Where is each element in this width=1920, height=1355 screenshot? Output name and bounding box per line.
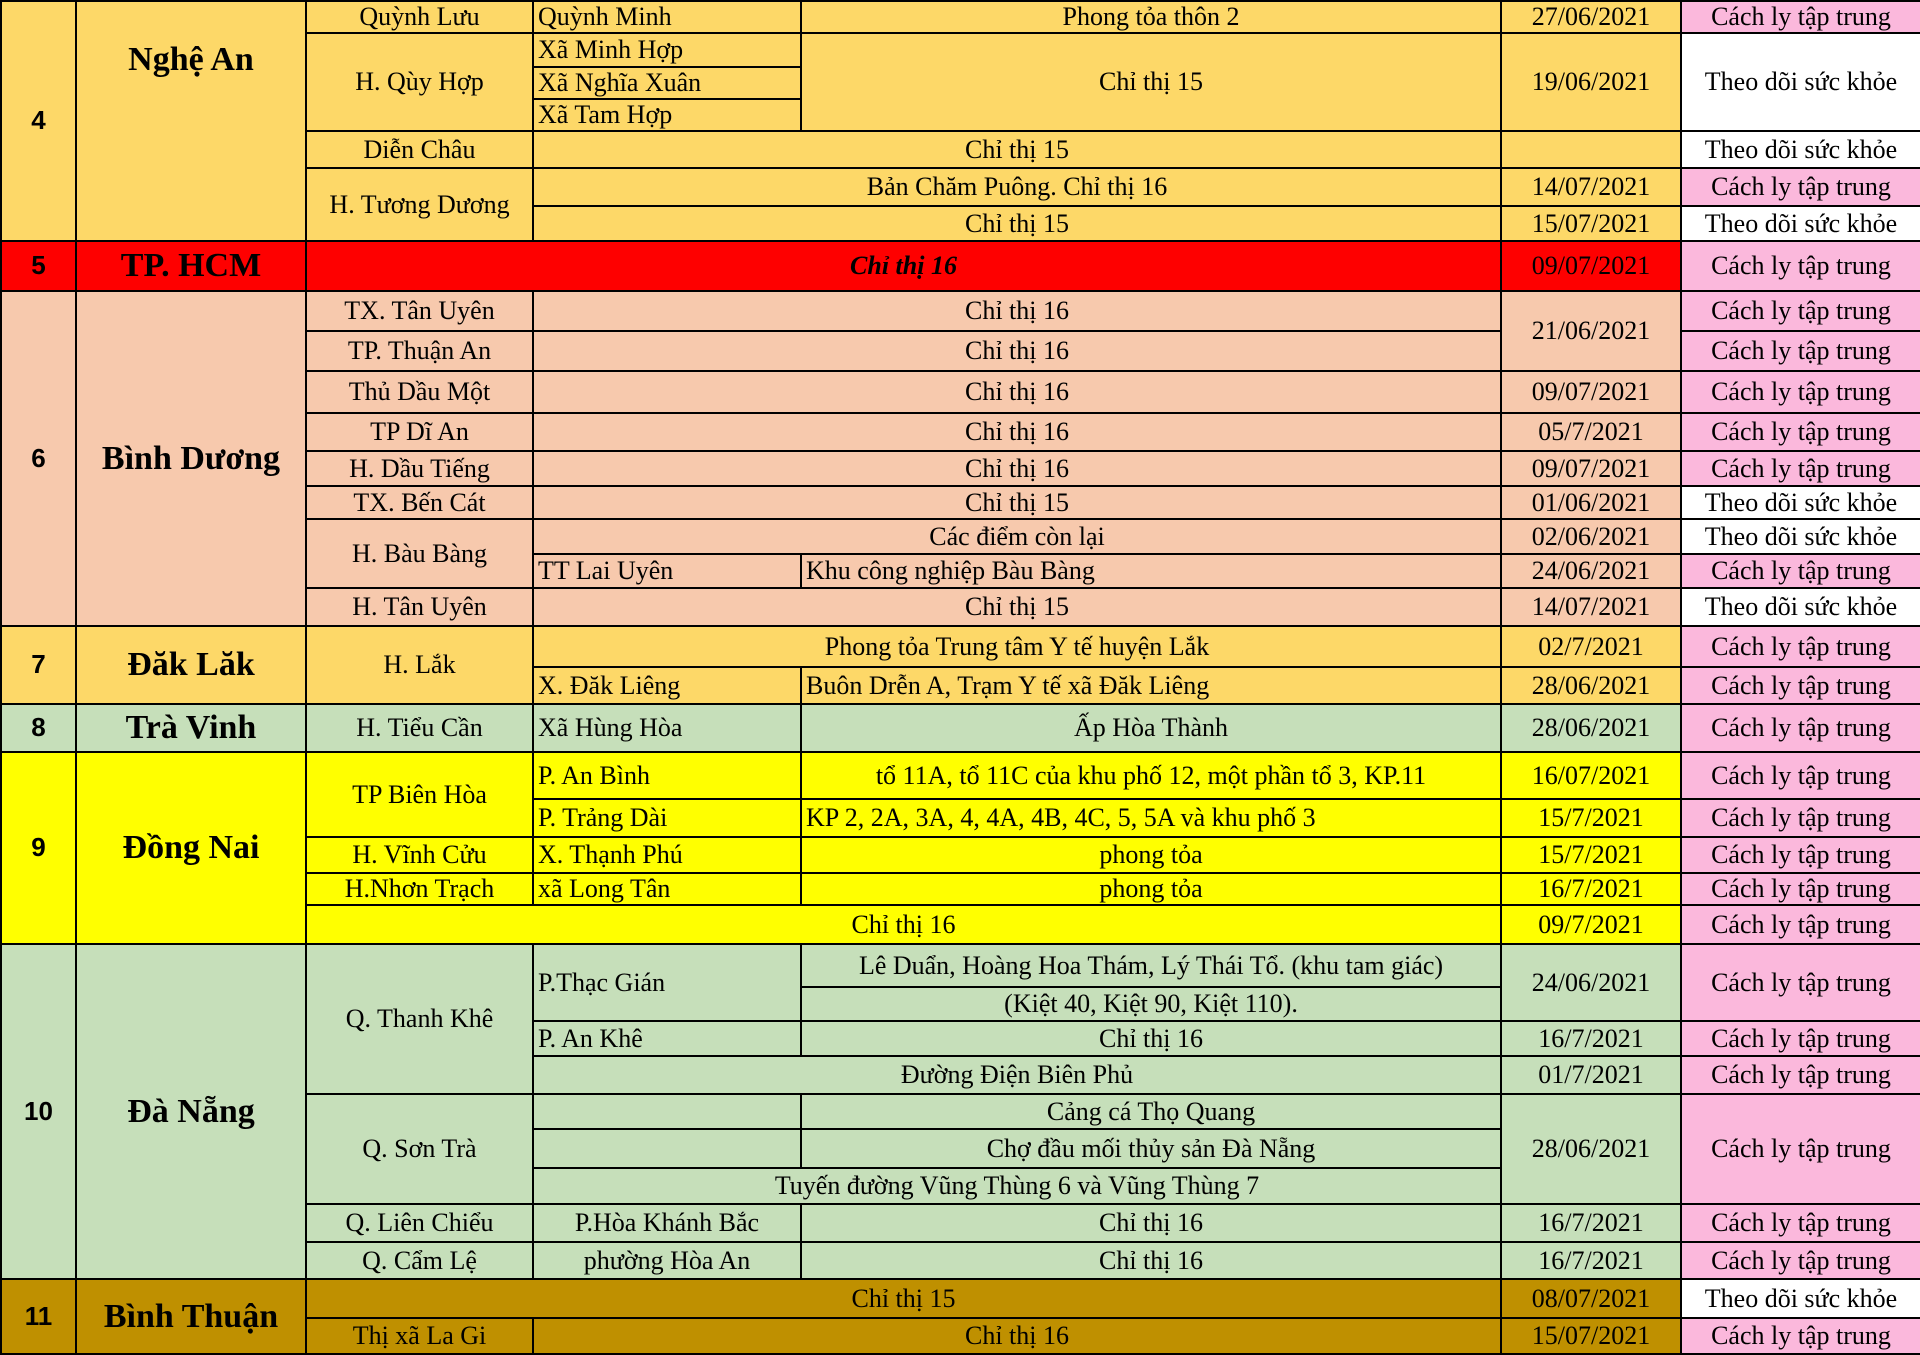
province-name: TP. HCM xyxy=(75,240,307,292)
district-cell: H.Nhơn Trạch xyxy=(305,872,534,906)
district-cell: TX. Tân Uyên xyxy=(305,290,534,332)
province-name: Nghệ An xyxy=(75,0,307,242)
date-cell: 09/7/2021 xyxy=(1500,904,1682,945)
district-cell: Q. Liên Chiểu xyxy=(305,1203,534,1243)
date-cell: 16/7/2021 xyxy=(1500,1203,1682,1243)
scope-cell: Buôn Drễn A, Trạm Y tế xã Đăk Liêng xyxy=(800,666,1502,705)
ward-cell: P.Hòa Khánh Bắc xyxy=(532,1203,802,1243)
ward-cell: Xã Nghĩa Xuân xyxy=(532,66,802,100)
scope-cell: Chỉ thị 15 xyxy=(532,587,1502,627)
measure-cell: Cách ly tập trung xyxy=(1680,370,1920,414)
measure-cell: Cách ly tập trung xyxy=(1680,1093,1920,1205)
measure-cell: Cách ly tập trung xyxy=(1680,904,1920,945)
measure-cell: Theo dõi sức khỏe xyxy=(1680,32,1920,132)
scope-cell: Phong tỏa Trung tâm Y tế huyện Lắk xyxy=(532,625,1502,668)
measure-cell: Cách ly tập trung xyxy=(1680,836,1920,874)
scope-cell: Chỉ thị 15 xyxy=(532,485,1502,520)
date-cell: 28/06/2021 xyxy=(1500,666,1682,705)
district-cell: Thị xã La Gi xyxy=(305,1317,534,1355)
stt-cell: 5 xyxy=(0,240,77,292)
district-cell: Quỳnh Lưu xyxy=(305,0,534,34)
scope-cell: Chỉ thị 15 xyxy=(532,130,1502,169)
ward-cell: P. Trảng Dài xyxy=(532,798,802,838)
province-name: Bình Dương xyxy=(75,290,307,627)
measure-cell: Cách ly tập trung xyxy=(1680,167,1920,207)
scope-cell: phong tỏa xyxy=(800,872,1502,906)
scope-cell: Lê Duẩn, Hoàng Hoa Thám, Lý Thái Tổ. (khu tam giác) xyxy=(800,943,1502,988)
measure-cell: Cách ly tập trung xyxy=(1680,290,1920,332)
province-name: Trà Vinh xyxy=(75,703,307,753)
date-cell: 28/06/2021 xyxy=(1500,1093,1682,1205)
scope-cell: (Kiệt 40, Kiệt 90, Kiệt 110). xyxy=(800,986,1502,1022)
district-cell: Q. Cẩm Lệ xyxy=(305,1241,534,1280)
date-cell xyxy=(1500,130,1682,169)
date-cell: 16/7/2021 xyxy=(1500,1020,1682,1057)
date-cell: 24/06/2021 xyxy=(1500,943,1682,1022)
stt-cell: 10 xyxy=(0,943,77,1280)
scope-cell: Chỉ thị 15 xyxy=(800,32,1502,132)
scope-cell: Ấp Hòa Thành xyxy=(800,703,1502,753)
district-cell: TP Biên Hòa xyxy=(305,751,534,838)
measure-cell: Theo dõi sức khỏe xyxy=(1680,587,1920,627)
scope-cell: Chỉ thị 16 xyxy=(532,450,1502,487)
scope-cell: Chỉ thị 16 xyxy=(532,330,1502,372)
date-cell: 09/07/2021 xyxy=(1500,450,1682,487)
date-cell: 09/07/2021 xyxy=(1500,370,1682,414)
date-cell: 14/07/2021 xyxy=(1500,587,1682,627)
scope-cell: Chỉ thị 15 xyxy=(532,205,1502,242)
measure-cell: Theo dõi sức khỏe xyxy=(1680,485,1920,520)
date-cell: 16/7/2021 xyxy=(1500,1241,1682,1280)
date-cell: 01/06/2021 xyxy=(1500,485,1682,520)
measure-cell: Cách ly tập trung xyxy=(1680,450,1920,487)
date-cell: 01/7/2021 xyxy=(1500,1055,1682,1095)
ward-cell: Quỳnh Minh xyxy=(532,0,802,34)
scope-cell: Chỉ thị 16 xyxy=(800,1241,1502,1280)
measure-cell: Cách ly tập trung xyxy=(1680,330,1920,372)
stt-cell: 7 xyxy=(0,625,77,705)
measure-cell: Cách ly tập trung xyxy=(1680,703,1920,753)
province-name: Đăk Lăk xyxy=(75,625,307,705)
scope-cell: Khu công nghiệp Bàu Bàng xyxy=(800,553,1502,589)
measure-cell: Cách ly tập trung xyxy=(1680,1203,1920,1243)
district-cell: H. Tiểu Cần xyxy=(305,703,534,753)
ward-cell xyxy=(532,1093,802,1130)
scope-cell: Chỉ thị 15 xyxy=(305,1278,1502,1319)
measure-cell: Cách ly tập trung xyxy=(1680,625,1920,668)
scope-cell: Chỉ thị 16 xyxy=(532,412,1502,452)
scope-cell: phong tỏa xyxy=(800,836,1502,874)
measure-cell: Cách ly tập trung xyxy=(1680,1241,1920,1280)
date-cell: 28/06/2021 xyxy=(1500,703,1682,753)
date-cell: 02/7/2021 xyxy=(1500,625,1682,668)
stt-cell: 6 xyxy=(0,290,77,627)
scope-cell: Đường Điện Biên Phủ xyxy=(532,1055,1502,1095)
date-cell: 05/7/2021 xyxy=(1500,412,1682,452)
ward-cell: P. An Khê xyxy=(532,1020,802,1057)
scope-cell: Chỉ thị 16 xyxy=(532,290,1502,332)
scope-cell: Chợ đầu mối thủy sản Đà Nẵng xyxy=(800,1128,1502,1169)
district-cell: TP. Thuận An xyxy=(305,330,534,372)
scope-cell: Chỉ thị 16 xyxy=(532,370,1502,414)
stt-cell: 4 xyxy=(0,0,77,242)
measure-cell: Theo dõi sức khỏe xyxy=(1680,518,1920,555)
ward-cell: Xã Hùng Hòa xyxy=(532,703,802,753)
ward-cell: phường Hòa An xyxy=(532,1241,802,1280)
date-cell: 27/06/2021 xyxy=(1500,0,1682,34)
date-cell: 19/06/2021 xyxy=(1500,32,1682,132)
scope-cell: tổ 11A, tổ 11C của khu phố 12, một phần tổ 3, KP.11 xyxy=(800,751,1502,800)
measure-cell: Cách ly tập trung xyxy=(1680,1055,1920,1095)
scope-cell: Chỉ thị 16 xyxy=(305,904,1502,945)
measure-cell: Cách ly tập trung xyxy=(1680,751,1920,800)
date-cell: 09/07/2021 xyxy=(1500,240,1682,292)
date-cell: 15/7/2021 xyxy=(1500,836,1682,874)
ward-cell: xã Long Tân xyxy=(532,872,802,906)
district-cell: H. Bàu Bàng xyxy=(305,518,534,589)
scope-cell: Chỉ thị 16 xyxy=(800,1020,1502,1057)
scope-cell: Tuyến đường Vũng Thùng 6 và Vũng Thùng 7 xyxy=(532,1167,1502,1205)
date-cell: 21/06/2021 xyxy=(1500,290,1682,372)
measure-cell: Theo dõi sức khỏe xyxy=(1680,205,1920,242)
province-name: Đồng Nai xyxy=(75,751,307,945)
district-cell: H. Lắk xyxy=(305,625,534,705)
scope-cell: Các điểm còn lại xyxy=(532,518,1502,555)
measure-cell: Cách ly tập trung xyxy=(1680,798,1920,838)
district-cell: Q. Thanh Khê xyxy=(305,943,534,1095)
scope-cell: Chỉ thị 16 xyxy=(800,1203,1502,1243)
date-cell: 08/07/2021 xyxy=(1500,1278,1682,1319)
measure-cell: Cách ly tập trung xyxy=(1680,0,1920,34)
scope-cell: Chỉ thị 16 xyxy=(532,1317,1502,1355)
ward-cell: TT Lai Uyên xyxy=(532,553,802,589)
measure-cell: Cách ly tập trung xyxy=(1680,943,1920,1022)
district-cell: H. Dầu Tiếng xyxy=(305,450,534,487)
date-cell: 16/7/2021 xyxy=(1500,872,1682,906)
district-cell: Thủ Dầu Một xyxy=(305,370,534,414)
ward-cell: X. Thạnh Phú xyxy=(532,836,802,874)
date-cell: 15/7/2021 xyxy=(1500,798,1682,838)
district-cell: H. Qùy Hợp xyxy=(305,32,534,132)
measure-cell: Cách ly tập trung xyxy=(1680,412,1920,452)
scope-cell: Bản Chăm Puông. Chỉ thị 16 xyxy=(532,167,1502,207)
ward-cell: P. An Bình xyxy=(532,751,802,800)
date-cell: 24/06/2021 xyxy=(1500,553,1682,589)
district-cell: TP Dĩ An xyxy=(305,412,534,452)
scope-cell: Cảng cá Thọ Quang xyxy=(800,1093,1502,1130)
ward-cell: Xã Tam Hợp xyxy=(532,98,802,132)
district-cell: H. Tương Dương xyxy=(305,167,534,242)
stt-cell: 8 xyxy=(0,703,77,753)
date-cell: 02/06/2021 xyxy=(1500,518,1682,555)
ward-cell: P.Thạc Gián xyxy=(532,943,802,1022)
measure-cell: Theo dõi sức khỏe xyxy=(1680,1278,1920,1319)
measure-cell: Theo dõi sức khỏe xyxy=(1680,130,1920,169)
measure-cell: Cách ly tập trung xyxy=(1680,240,1920,292)
measure-cell: Cách ly tập trung xyxy=(1680,666,1920,705)
stt-cell: 11 xyxy=(0,1278,77,1355)
district-cell: H. Tân Uyên xyxy=(305,587,534,627)
district-cell: Q. Sơn Trà xyxy=(305,1093,534,1205)
ward-cell: X. Đăk Liêng xyxy=(532,666,802,705)
district-cell: Diễn Châu xyxy=(305,130,534,169)
district-cell: TX. Bến Cát xyxy=(305,485,534,520)
scope-cell: Chỉ thị 16 xyxy=(305,240,1502,292)
scope-cell: Phong tỏa thôn 2 xyxy=(800,0,1502,34)
stt-cell: 9 xyxy=(0,751,77,945)
measure-cell: Cách ly tập trung xyxy=(1680,1317,1920,1355)
date-cell: 16/07/2021 xyxy=(1500,751,1682,800)
measure-cell: Cách ly tập trung xyxy=(1680,872,1920,906)
district-cell: H. Vĩnh Cửu xyxy=(305,836,534,874)
measure-cell: Cách ly tập trung xyxy=(1680,1020,1920,1057)
date-cell: 14/07/2021 xyxy=(1500,167,1682,207)
ward-cell xyxy=(532,1128,802,1169)
ward-cell: Xã Minh Hợp xyxy=(532,32,802,68)
province-name: Đà Nẵng xyxy=(75,943,307,1280)
province-name: Bình Thuận xyxy=(75,1278,307,1355)
date-cell: 15/07/2021 xyxy=(1500,1317,1682,1355)
measure-cell: Cách ly tập trung xyxy=(1680,553,1920,589)
scope-cell: KP 2, 2A, 3A, 4, 4A, 4B, 4C, 5, 5A và khu phố 3 xyxy=(800,798,1502,838)
date-cell: 15/07/2021 xyxy=(1500,205,1682,242)
